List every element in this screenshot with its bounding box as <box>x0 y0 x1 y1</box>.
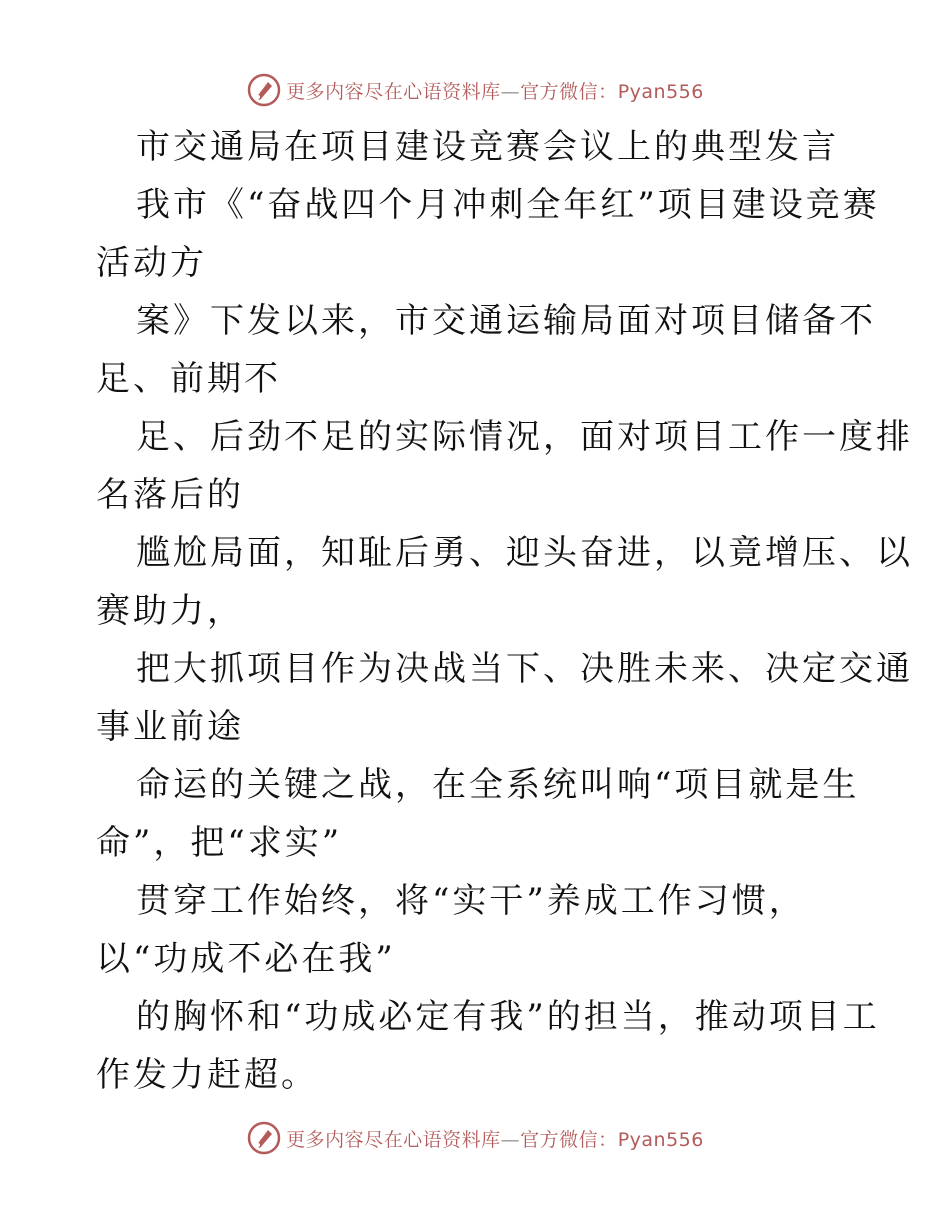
watermark-handle: Pyan556 <box>617 80 704 103</box>
watermark-label: 官方微信： <box>520 80 618 103</box>
watermark-label: 官方微信： <box>520 1128 618 1151</box>
paragraph-line: 的胸怀和“功成必定有我”的担当，推动项目工 <box>136 997 880 1037</box>
watermark-handle: Pyan556 <box>617 1128 704 1151</box>
watermark-main-text: 更多内容尽在心语资料库 <box>286 1128 501 1151</box>
pen-nib-logo-icon <box>246 1120 282 1156</box>
paragraph-line: 名落后的 <box>96 475 244 515</box>
paragraph-line: 把大抓项目作为决战当下、决胜未来、决定交通 <box>136 649 913 689</box>
paragraph-line: 赛助力， <box>96 591 244 631</box>
paragraph-line: 我市《“奋战四个月冲刺全年红”项目建设竞赛 <box>136 185 880 225</box>
document-body <box>96 118 913 1104</box>
paragraph-line: 贯穿工作始终，将“实干”养成工作习惯， <box>136 881 806 921</box>
paragraph-line: 足、后劲不足的实际情况，面对项目工作一度排 <box>136 417 913 457</box>
watermark-dash: — <box>500 1128 521 1151</box>
paragraph-line: 足、前期不 <box>96 359 281 399</box>
paragraph-line: 命”，把“求实” <box>96 823 343 863</box>
pen-nib-logo-icon <box>246 72 282 108</box>
paragraph-line: 事业前途 <box>96 707 244 747</box>
paragraph-line: 尴尬局面，知耻后勇、迎头奋进，以竟增压、以 <box>136 533 913 573</box>
paragraph-line: 命运的关键之战，在全系统叫响“项目就是生 <box>136 765 860 805</box>
paragraph-line: 以“功成不必在我” <box>96 939 396 979</box>
watermark-dash: — <box>500 80 521 103</box>
footer-watermark <box>0 1118 950 1158</box>
header-watermark <box>0 70 950 110</box>
paragraph-line: 作发力赶超。 <box>96 1055 318 1095</box>
paragraph-line: 案》下发以来，市交通运输局面对项目储备不 <box>136 301 876 341</box>
paragraph-line: 活动方 <box>96 243 207 283</box>
document-title: 市交通局在项目建设竞赛会议上的典型发言 <box>136 127 839 167</box>
watermark-main-text: 更多内容尽在心语资料库 <box>286 80 501 103</box>
